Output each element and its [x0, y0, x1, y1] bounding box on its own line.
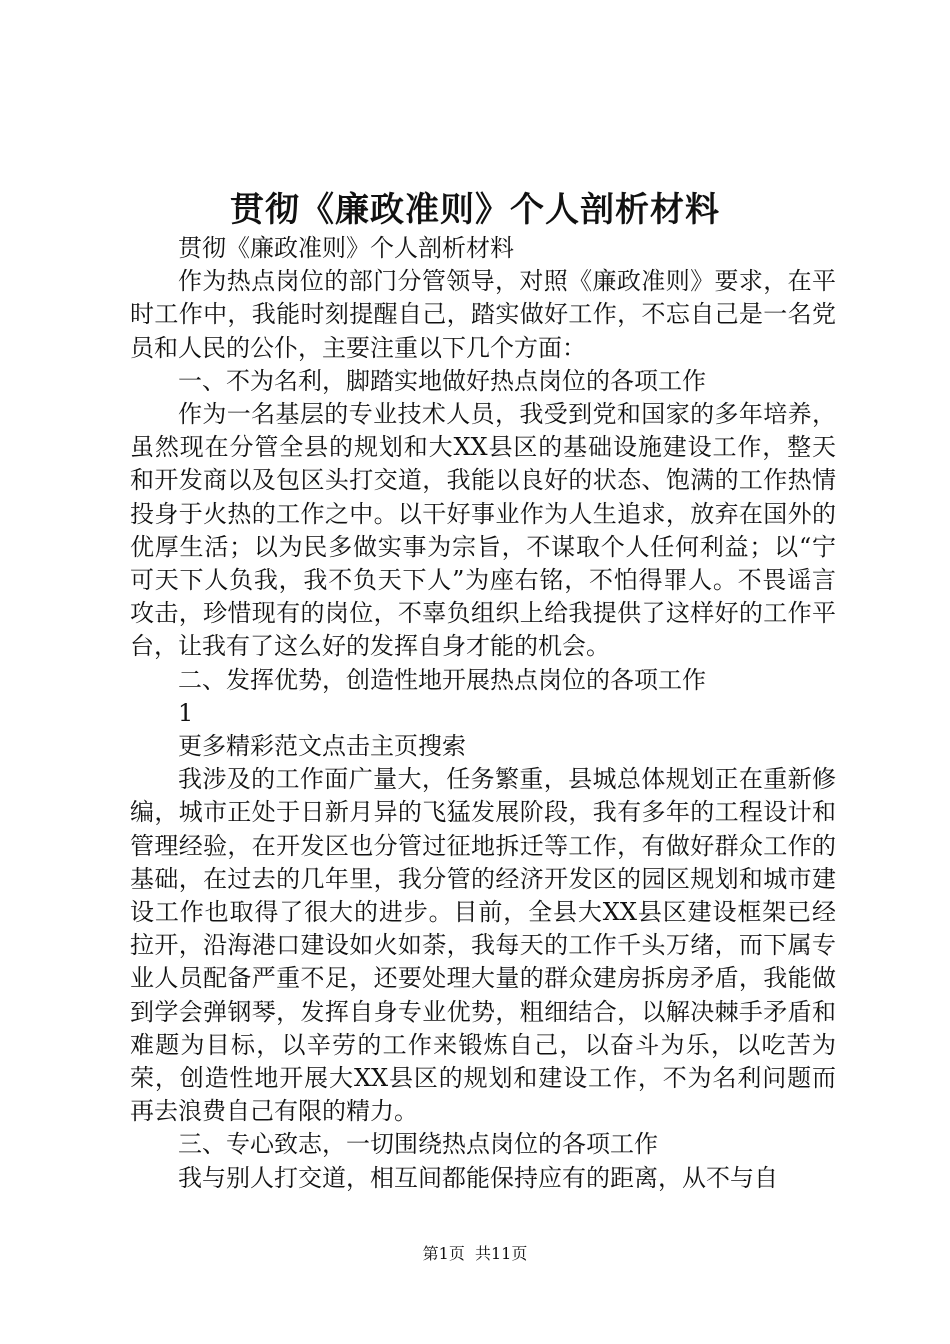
paragraph-section-3: 我与别人打交道，相互间都能保持应有的距离，从不与自	[178, 1163, 778, 1192]
page-number-label: 第1页 共11页	[422, 1244, 528, 1263]
inline-page-number: 1	[178, 698, 194, 727]
paragraph-section-2: 我涉及的工作面广量大，任务繁重，县城总体规划正在重新修编，城市正处于日新月异的飞猛发展阶段，我有多年的工程设计和管理经验，在开发区也分管过征地拆迁等工作，有做好群众工作的基础，在过去的几年里，我分管的经济开发区的园区规划和城市建设工作也取得了很大的进步。目前，全县大XX县区建设框架已经拉开，沿海港口建设如火如荼，我每天的工作千头万绪，而下属专业人员配备严重不足，还要处理大量的群众建房拆房矛盾，我能做到学会弹钢琴，发挥自身专业优势，粗细结合，以解决棘手矛盾和难题为目标，以辛劳的工作来锻炼自己，以奋斗为乐，以吃苦为荣，创造性地开展大XX县区的规划和建设工作，不为名利问题而再去浪费自己有限的精力。	[130, 765, 836, 1126]
section-heading-2: 二、发挥优势，创造性地开展热点岗位的各项工作	[178, 665, 706, 694]
promo-line: 更多精彩范文点击主页搜索	[178, 732, 466, 761]
document-title: 贯彻《廉政准则》个人剖析材料	[230, 190, 720, 230]
paragraph-intro: 作为热点岗位的部门分管领导，对照《廉政准则》要求，在平时工作中，我能时刻提醒自己，踏实做好工作，不忘自己是一名党员和人民的公仆，主要注重以下几个方面：	[130, 267, 836, 362]
document-body	[130, 232, 836, 1195]
paragraph-section-1: 作为一名基层的专业技术人员，我受到党和国家的多年培养，虽然现在分管全县的规划和大XX县区的基础设施建设工作，整天和开发商以及包区头打交道，我能以良好的状态、饱满的工作热情投身于火热的工作之中。以干好事业作为人生追求，放弃在国外的优厚生活；以为民多做实事为宗旨，不谋取个人任何利益；以“宁可天下人负我，我不负天下人”为座右铭，不怕得罪人。不畏谣言攻击，珍惜现有的岗位，不辜负组织上给我提供了这样好的工作平台，让我有了这么好的发挥自身才能的机会。	[130, 400, 836, 661]
section-heading-1: 一、不为名利，脚踏实地做好热点岗位的各项工作	[178, 366, 706, 395]
page-footer	[0, 1242, 950, 1266]
section-heading-3: 三、专心致志，一切围绕热点岗位的各项工作	[178, 1130, 658, 1159]
paragraph-subtitle: 贯彻《廉政准则》个人剖析材料	[178, 234, 514, 262]
